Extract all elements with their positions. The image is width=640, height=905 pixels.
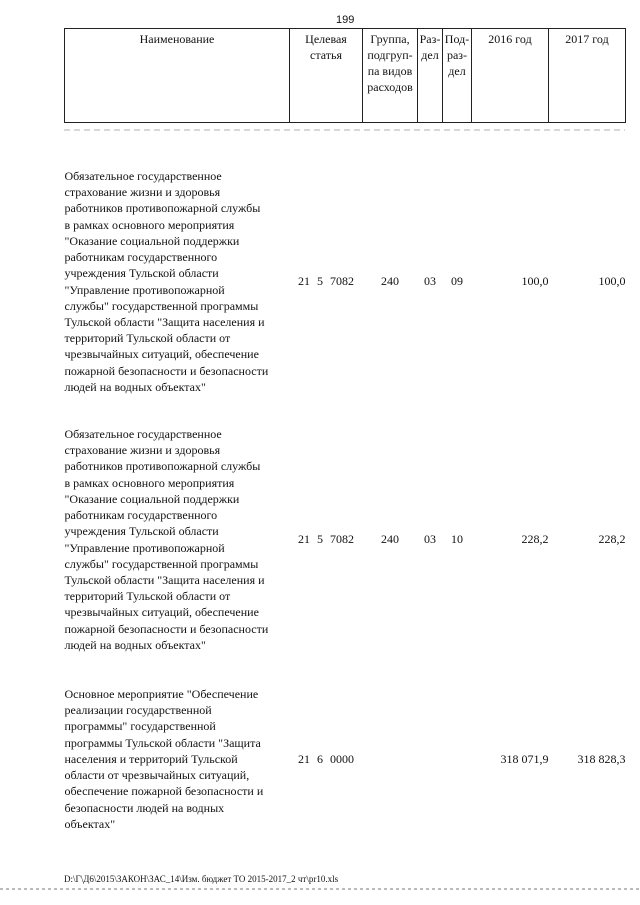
name-line: территорий Тульской области от (64, 589, 231, 604)
name-line: "Управление противопожарной (64, 282, 225, 297)
target-article: 21 5 7082 (298, 274, 354, 289)
name-line: страхование жизни и здоровья (64, 185, 221, 200)
header-subsection-line: дел (448, 64, 466, 78)
header-year-2016: 2016 год (472, 29, 549, 123)
name-line: службы" государственной программы (64, 556, 259, 571)
name-line: чрезвычайных ситуаций, обеспечение (64, 347, 259, 362)
amount-2016: 318 071,9 (500, 751, 549, 766)
table-header (65, 29, 626, 123)
scan-artifact-line (64, 129, 625, 131)
header-group-line: Группа, (370, 32, 410, 46)
name-line: пожарной безопасности и безопасности (64, 363, 269, 378)
name-line: "Оказание социальной поддержки (64, 233, 240, 248)
name-line: программы Тульской области "Защита (64, 735, 261, 750)
header-subsection-line: раз- (446, 48, 468, 62)
name-line: страхование жизни и здоровья (64, 443, 221, 458)
subsection: 09 (451, 274, 463, 289)
name-line: работникам государственного (64, 508, 218, 523)
name-line: "Управление противопожарной (64, 540, 225, 555)
amount-2017: 228,2 (598, 532, 626, 547)
header-subsection-line: Под- (444, 32, 470, 46)
header-section-line: Раз- (419, 32, 441, 46)
name-line: Тульской области "Защита населения и (64, 314, 265, 329)
row-name (65, 421, 290, 658)
name-line: работникам государственного (64, 250, 218, 265)
name-line: Обязательное государственное (64, 427, 222, 442)
table-row (65, 679, 626, 839)
name-line: работников противопожарной службы (64, 201, 261, 216)
row-name (65, 163, 290, 400)
header-group-line: па видов (367, 64, 413, 78)
name-line: чрезвычайных ситуаций, обеспечение (64, 605, 259, 620)
name-line: учреждения Тульской области (64, 266, 219, 281)
name-line: реализации государственной (64, 703, 212, 718)
name-line: обеспечение пожарной безопасности и (64, 784, 264, 799)
header-group-line: подгруп- (367, 48, 413, 62)
section: 03 (424, 532, 436, 547)
name-line: Тульской области "Защита населения и (64, 572, 265, 587)
name-line: территорий Тульской области от (64, 331, 231, 346)
budget-table (64, 28, 626, 839)
expense-group (363, 679, 418, 839)
amount-2017: 100,0 (598, 274, 626, 289)
section: 03 (424, 274, 436, 289)
expense-group: 240 (381, 274, 399, 289)
target-article: 21 6 0000 (298, 751, 354, 766)
table-row (65, 163, 626, 400)
header-cs-line: статья (310, 48, 342, 62)
header-subsection (443, 29, 472, 123)
section (418, 679, 443, 839)
page-number: 199 (336, 14, 355, 26)
subsection (443, 679, 472, 839)
name-line: в рамках основного мероприятия (64, 475, 235, 490)
header-group-line: расходов (367, 80, 413, 94)
row-name (65, 679, 290, 839)
name-line: работников противопожарной службы (64, 459, 261, 474)
amount-2016: 228,2 (521, 532, 549, 547)
name-line: службы" государственной программы (64, 298, 259, 313)
scan-edge (0, 888, 640, 890)
table-row (65, 421, 626, 658)
name-line: в рамках основного мероприятия (64, 217, 235, 232)
name-line: программы" государственной (64, 719, 216, 734)
name-line: Обязательное государственное (64, 169, 222, 184)
amount-2016: 100,0 (521, 274, 549, 289)
header-year-2017: 2017 год (549, 29, 626, 123)
file-path-footer: D:\Г\Д6\2015\ЗАКОН\ЗАС_14\Изм. бюджет ТО 2015-2017_2 чт\pr10.xls (64, 874, 339, 884)
name-line: людей на водных объектах" (64, 379, 206, 394)
amount-2017: 318 828,3 (577, 751, 626, 766)
name-line: людей на водных объектах" (64, 637, 206, 652)
header-cs-line: Целевая (305, 32, 347, 46)
header-section-line: дел (421, 48, 439, 62)
name-line: области от чрезвычайных ситуаций, (64, 768, 250, 783)
name-line: учреждения Тульской области (64, 524, 219, 539)
header-section (418, 29, 443, 123)
header-expense-group (363, 29, 418, 123)
name-line: безопасности людей на водных (64, 800, 225, 815)
expense-group: 240 (381, 532, 399, 547)
target-article: 21 5 7082 (298, 532, 354, 547)
name-line: пожарной безопасности и безопасности (64, 621, 269, 636)
name-line: объектах" (64, 816, 116, 831)
name-line: Основное мероприятие "Обеспечение (64, 687, 259, 702)
header-name: Наименование (65, 29, 290, 123)
header-target-article (290, 29, 363, 123)
name-line: населения и территорий Тульской (64, 751, 238, 766)
subsection: 10 (451, 532, 463, 547)
name-line: "Оказание социальной поддержки (64, 491, 240, 506)
